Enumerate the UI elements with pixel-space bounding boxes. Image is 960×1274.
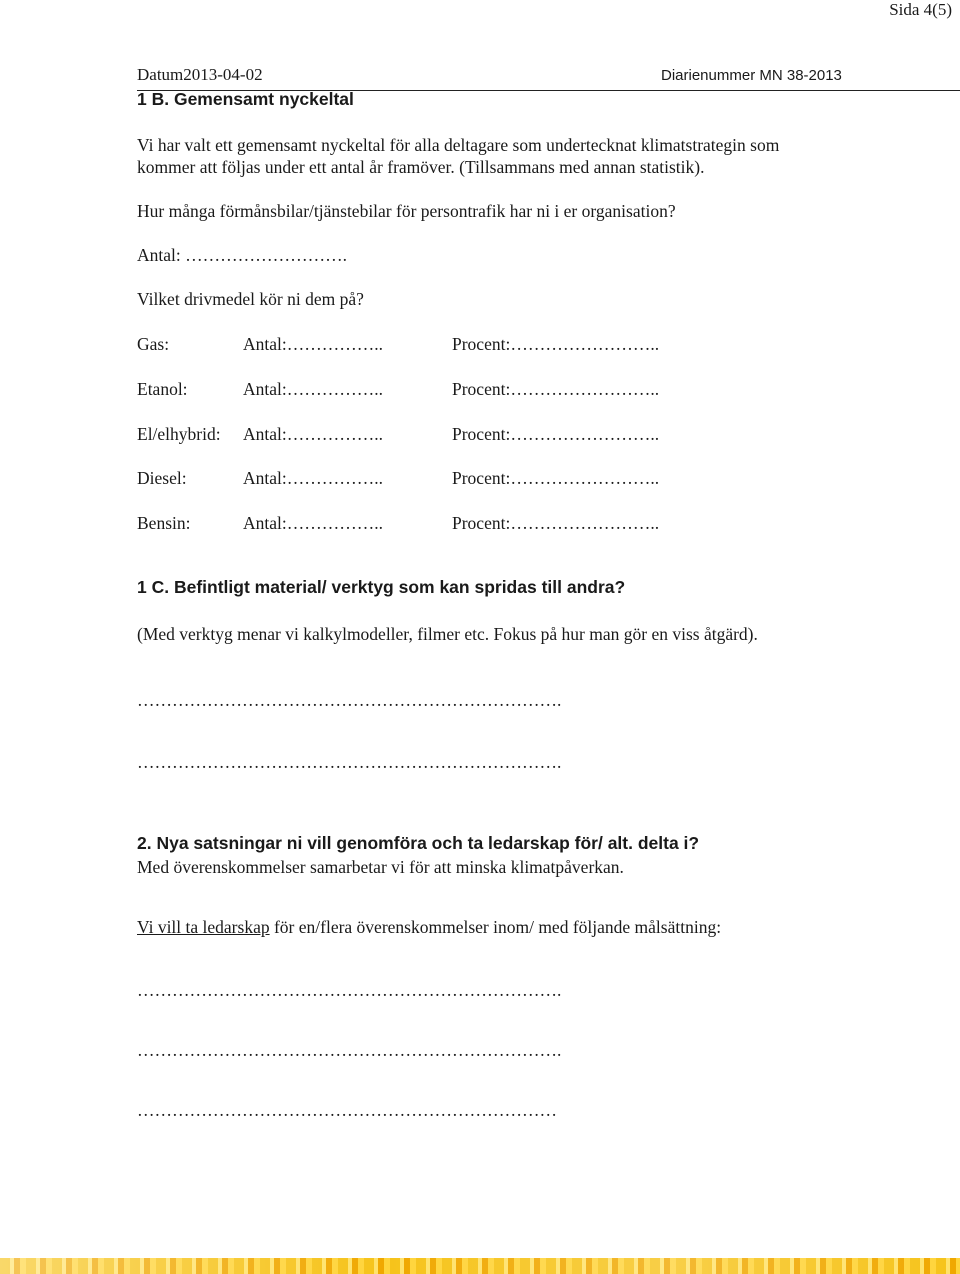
fuel-antal-field[interactable]: Antal:…………….. bbox=[243, 379, 383, 399]
tools-answer-line[interactable]: ………………………………………………………………. bbox=[137, 752, 562, 772]
fuel-label-bensin: Bensin: bbox=[137, 513, 191, 533]
document-date: Datum2013-04-02 bbox=[137, 65, 263, 84]
fuel-label-diesel: Diesel: bbox=[137, 468, 187, 488]
page-number: Sida 4(5) bbox=[889, 0, 952, 19]
fuel-label-gas: Gas: bbox=[137, 334, 170, 354]
fuel-procent-field[interactable]: Procent:…………………….. bbox=[452, 379, 660, 399]
goal-answer-line[interactable]: ………………………………………………………………. bbox=[137, 980, 562, 1000]
fuel-antal-field[interactable]: Antal:…………….. bbox=[243, 424, 383, 444]
fuel-label-etanol: Etanol: bbox=[137, 379, 188, 399]
leadership-statement bbox=[137, 917, 721, 938]
goal-answer-line[interactable]: ……………………………………………………………… bbox=[137, 1100, 557, 1120]
fuel-antal-field[interactable]: Antal:…………….. bbox=[243, 468, 383, 488]
diary-number: Diarienummer MN 38-2013 bbox=[661, 67, 842, 84]
fuel-antal-field[interactable]: Antal:…………….. bbox=[243, 334, 383, 354]
question-car-count: Hur många förmånsbilar/tjänstebilar för persontrafik har ni i er organisation? bbox=[137, 201, 676, 221]
fuel-procent-field[interactable]: Procent:…………………….. bbox=[452, 424, 660, 444]
section-2-subtitle: Med överenskommelser samarbetar vi för att minska klimatpåverkan. bbox=[137, 857, 624, 877]
fuel-procent-field[interactable]: Procent:…………………….. bbox=[452, 468, 660, 488]
footer-decorative-bar bbox=[0, 1258, 960, 1274]
fuel-label-elhybrid: El/elhybrid: bbox=[137, 424, 221, 444]
tools-answer-line[interactable]: ………………………………………………………………. bbox=[137, 690, 562, 710]
car-count-field[interactable]: Antal: ………………………. bbox=[137, 245, 347, 265]
leadership-rest: för en/flera överenskommelser inom/ med följande målsättning: bbox=[269, 917, 722, 937]
section-1c-title: 1 C. Befintligt material/ verktyg som kan spridas till andra? bbox=[137, 577, 626, 597]
fuel-procent-field[interactable]: Procent:…………………….. bbox=[452, 513, 660, 533]
section-1b-intro: Vi har valt ett gemensamt nyckeltal för alla deltagare som undertecknat klimatstrategin som kommer att följas under ett antal år framöver. (Tillsammans med annan statistik). bbox=[137, 135, 780, 177]
fuel-antal-field[interactable]: Antal:…………….. bbox=[243, 513, 383, 533]
section-1c-description: (Med verktyg menar vi kalkylmodeller, filmer etc. Fokus på hur man gör en viss åtgärd). bbox=[137, 624, 758, 644]
goal-answer-line[interactable]: ………………………………………………………………. bbox=[137, 1040, 562, 1060]
section-1b-title: 1 B. Gemensamt nyckeltal bbox=[137, 89, 354, 109]
question-fuel-type: Vilket drivmedel kör ni dem på? bbox=[137, 289, 364, 309]
fuel-procent-field[interactable]: Procent:…………………….. bbox=[452, 334, 660, 354]
section-2-title: 2. Nya satsningar ni vill genomföra och ta ledarskap för/ alt. delta i? bbox=[137, 833, 700, 853]
leadership-underlined: Vi vill ta ledarskap bbox=[137, 917, 270, 937]
